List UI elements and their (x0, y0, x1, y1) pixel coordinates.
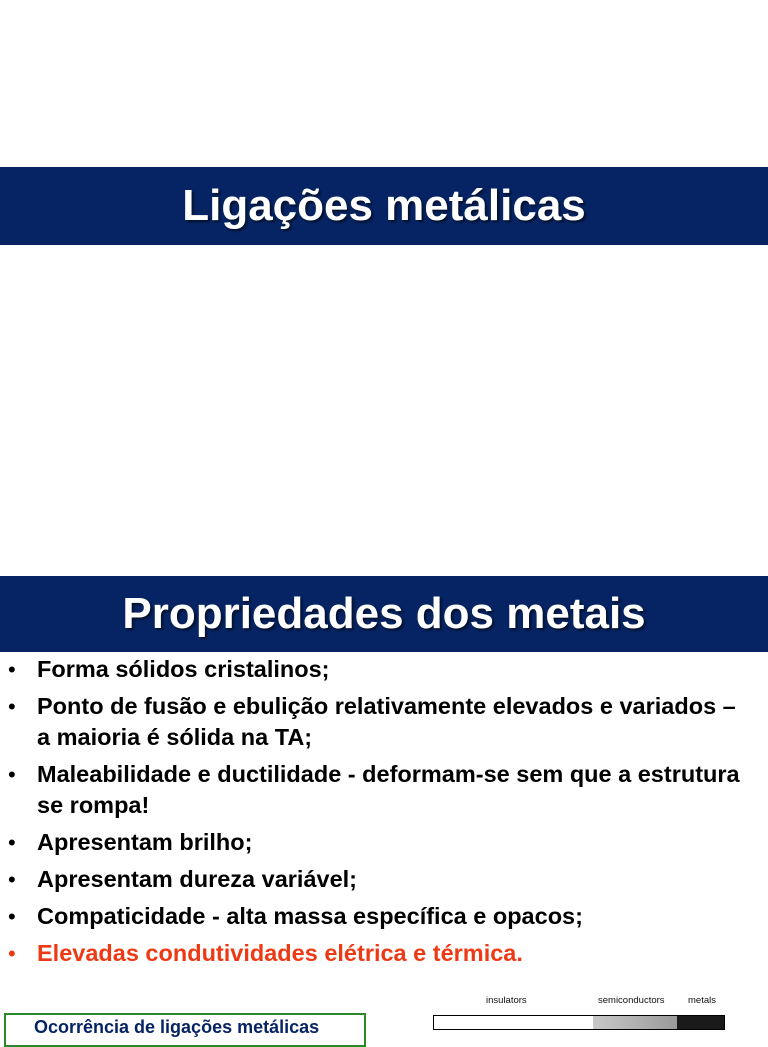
properties-list (0, 654, 768, 975)
info-box (4, 1013, 366, 1047)
list-item-text: Compaticidade - alta massa específica e opacos; (37, 903, 583, 929)
list-item-text: Maleabilidade e ductilidade - deformam-se sem que a estrutura se rompa! (37, 761, 740, 818)
slide-title-banner (0, 167, 768, 245)
list-item-text: Elevadas condutividades elétrica e térmica. (37, 940, 523, 966)
list-item-text: Forma sólidos cristalinos; (37, 656, 330, 682)
bullet-icon: • (8, 867, 16, 892)
bullet-icon: • (8, 830, 16, 855)
semiconductors-segment (593, 1016, 677, 1029)
bullet-icon: • (8, 694, 16, 719)
metals-segment (677, 1016, 724, 1029)
list-item (0, 654, 768, 685)
list-item-text: Apresentam dureza variável; (37, 866, 358, 892)
semiconductors-label: semiconductors (598, 995, 665, 1006)
info-box-text: Ocorrência de ligações metálicas (34, 1017, 320, 1037)
list-item (0, 759, 768, 821)
metals-label: metals (688, 995, 716, 1006)
list-item-highlight (0, 938, 768, 969)
conductivity-figure (430, 990, 730, 1030)
bullet-icon: • (8, 762, 16, 787)
insulators-label: insulators (486, 995, 527, 1006)
list-item (0, 827, 768, 858)
bullet-icon: • (8, 657, 16, 682)
section-title-banner (0, 576, 768, 652)
bullet-icon: • (8, 941, 16, 966)
list-item (0, 864, 768, 895)
bullet-icon: • (8, 904, 16, 929)
list-item-text: Apresentam brilho; (37, 829, 253, 855)
list-item (0, 901, 768, 932)
list-item (0, 691, 768, 753)
slide-title: Ligações metálicas (182, 181, 586, 230)
list-item-text: Ponto de fusão e ebulição relativamente elevados e variados – a maioria é sólida na TA; (37, 693, 736, 750)
conductivity-bar (433, 1015, 725, 1030)
section-title: Propriedades dos metais (122, 589, 646, 638)
insulators-segment (434, 1016, 593, 1029)
